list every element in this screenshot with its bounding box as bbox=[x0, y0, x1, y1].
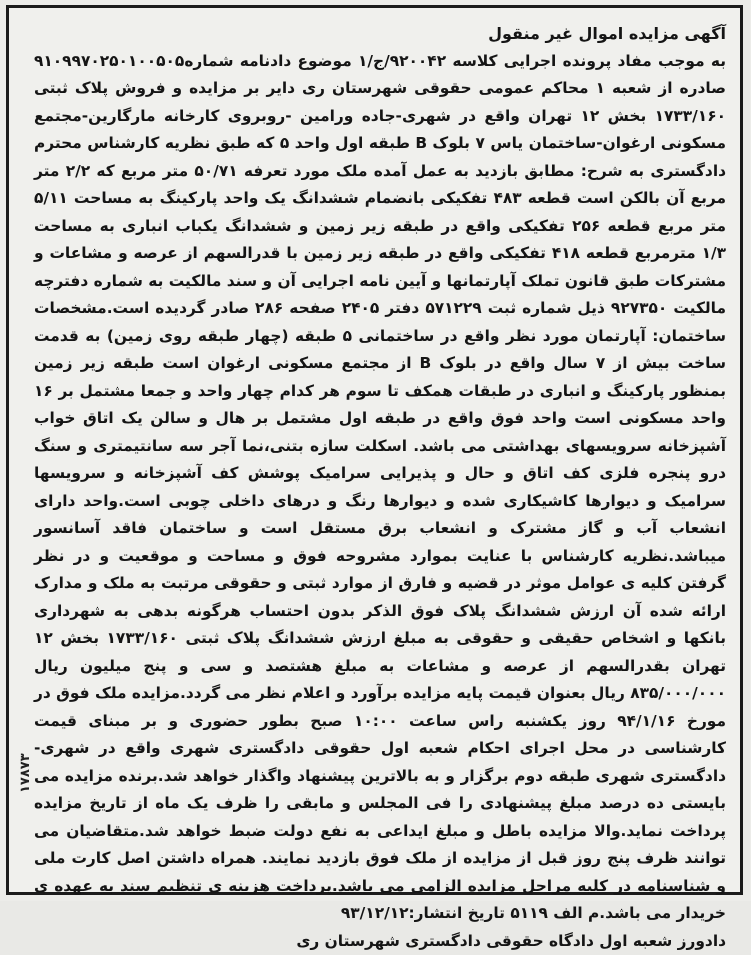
notice-signature: دادورز شعبه اول دادگاه حقوقی دادگستری شهرستان ری bbox=[34, 928, 726, 955]
notice-body bbox=[34, 20, 726, 888]
side-code: ۱۷۸۷۳ bbox=[18, 713, 38, 833]
notice-text: به موجب مفاد پرونده اجرایی کلاسه ۹۲۰۰۴۲/ج/۱ موضوع دادنامه شماره۹۱۰۹۹۷۰۲۵۰۱۰۰۵۰۵ صادره از شعبه ۱ محاکم عمومی حقوقی شهرستان ری دایر بر مزایده و فروش پلاک ثبتی ۱۷۳۳/۱۶۰ بخش ۱۲ تهران واقع در شهری-جاده ورامین -روبروی کارخانه مارگارین-مجتمع مسکونی ارغوان-ساختمان یاس ۷ بلوک B طبقه اول واحد ۵ که طبق نظریه کارشناس محترم دادگستری به شرح: مطابق بازدید به عمل آمده ملک مورد تعرفه ۵۰/۷۱ متر مربع که ۲/۲ متر مربع آن بالکن است قطعه ۴۸۳ تفکیکی بانضمام ششدانگ یک واحد پارکینگ به مساحت ۵/۱۱ متر مربع قطعه ۲۵۶ تفکیکی واقع در طبقه زیر زمین و ششدانگ یکباب انباری به مساحت ۱/۳ مترمربع قطعه ۴۱۸ تفکیکی واقع در طبقه زیر زمین با قدرالسهم از عرصه و مشاعات و مشترکات طبق قانون تملک آپارتمانها و آیین نامه اجرایی آن و سند مالکیت به شماره دفترچه مالکیت ۹۲۷۳۵۰ ذیل شماره ثبت ۵۷۱۲۲۹ دفتر ۲۴۰۵ صفحه ۲۸۶ صادر گردیده است.مشخصات ساختمان: آپارتمان مورد نظر واقع در ساختمانی ۵ طبقه (چهار طبقه روی زمین) به قدمت ساخت بیش از ۷ سال واقع در بلوک B از مجتمع مسکونی ارغوان است طبقه زیر زمین بمنظور پارکینگ و انباری در طبقات همکف تا سوم هر کدام چهار واحد و جمعا مشتمل بر ۱۶ واحد مسکونی است واحد فوق واقع در طبقه اول مشتمل بر هال و سالن یک اتاق خواب آشپزخانه سرویسهای بهداشتی می باشد. اسکلت سازه بتنی،نما آجر سه سانتیمتری و سنگ درو پنجره فلزی کف اتاق و حال و پذیرایی سرامیک پوشش کف آشپزخانه و سرویسها سرامیک و دیوارها کاشیکاری شده و دیوارها رنگ و درهای داخلی چوبی است.واحد دارای انشعاب آب و گاز مشترک و انشعاب برق مستقل است و ساختمان فاقد آسانسور میباشد.نظریه کارشناس با عنایت بموارد مشروحه فوق و مساحت و موقعیت و در نظر گرفتن کلیه ی عوامل موثر در قضیه و فارق از موارد ثبتی و حقوقی مرتبت به ملک و مدارک ارائه شده آن ارزش ششدانگ پلاک فوق الذکر بدون احتساب هرگونه بدهی به شهرداری بانکها و اشخاص حقیقی و حقوقی به مبلغ ارزش ششدانگ پلاک ثبتی ۱۷۳۳/۱۶۰ بخش ۱۲ تهران بقدرالسهم از عرصه و مشاعات به مبلغ هشتصد و سی و پنج میلیون ریال ۸۳۵/۰۰۰/۰۰۰ ریال بعنوان قیمت پایه مزایده برآورد و اعلام نظر می گردد.مزایده ملک فوق در مورخ ۹۴/۱/۱۶ روز یکشنبه راس ساعت ۱۰:۰۰ صبح بطور حضوری و بر مبنای قیمت کارشناسی در محل اجرای احکام شعبه اول حقوقی دادگستری شهری واقع در شهری-دادگستری شهری طبقه دوم برگزار و به بالاترین پیشنهاد واگذار خواهد شد.برنده مزایده می بایستی ده درصد مبلغ پیشنهادی را فی المجلس و مابقی را ظرف یک ماه از تاریخ مزایده پرداخت نماید.والا مزایده باطل و مبلغ ایداعی به نفع دولت ضبط خواهد شد.متقاضیان می توانند ظرف پنج روز قبل از مزایده از ملک فوق بازدید نمایند. همراه داشتن اصل کارت ملی و شناسنامه در کلیه مراحل مزایده الزامی می باشد.پرداخت هزینه ی تنظیم سند به عهده ی خریدار می باشد.م الف ۵۱۱۹ تاریخ انتشار:۹۳/۱۲/۱۲ bbox=[34, 52, 726, 923]
notice-title: آگهی مزایده اموال غیر منقول bbox=[34, 20, 726, 48]
